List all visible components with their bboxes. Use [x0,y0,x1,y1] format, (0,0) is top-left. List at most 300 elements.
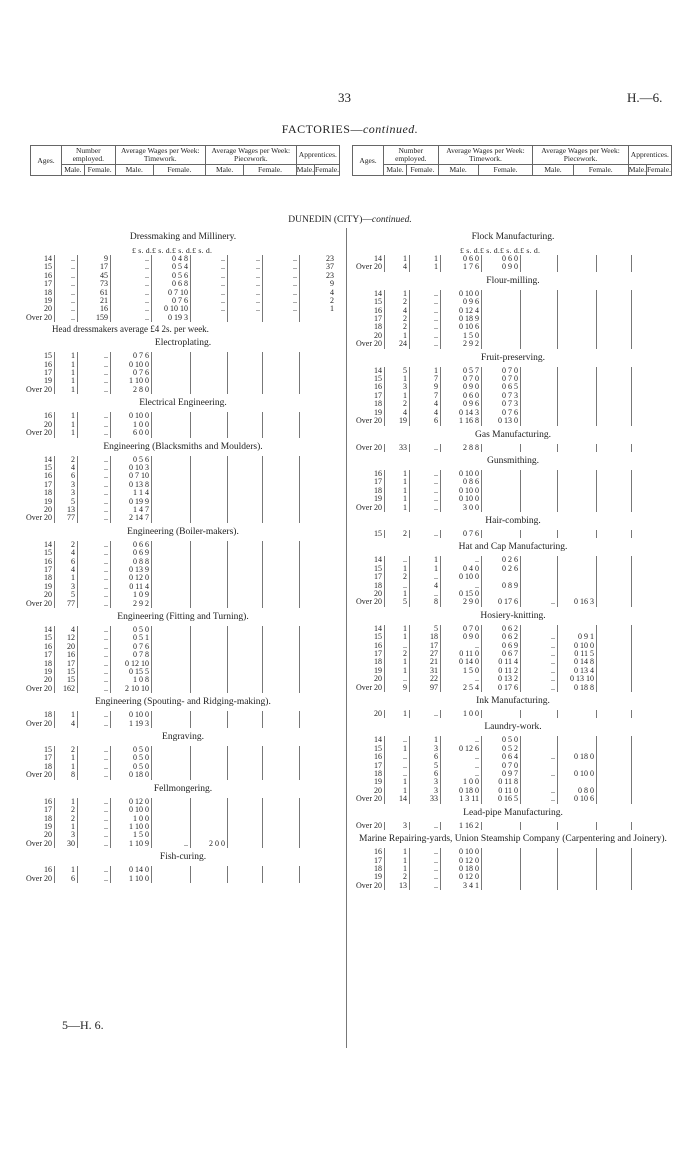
table-cell [521,263,558,271]
table-cell [597,590,632,598]
table-cell: 1 [385,565,410,573]
table-cell: 5 [55,498,78,506]
table-cell [597,383,632,391]
table-cell [558,315,597,323]
table-cell: 9 [410,383,441,391]
table-cell [482,307,521,315]
table-cell: .. [78,456,111,464]
table-cell [521,332,558,340]
data-table [22,711,336,728]
table-cell: .. [78,866,111,874]
subtitle-continued: continued. [371,215,412,225]
table-cell: 0 12 0 [111,798,152,806]
table-cell [558,478,597,486]
table-cell [558,298,597,306]
table-cell [300,866,337,874]
table-cell: 3 [410,778,441,786]
table-cell: 1 4 7 [111,506,152,514]
table-cell: 77 [55,514,78,522]
table-cell: 0 13 0 [482,417,521,425]
subtitle-main: DUNEDIN (CITY)— [288,215,372,225]
table-cell: .. [410,530,441,538]
table-cell [300,798,337,806]
table-cell [152,464,191,472]
male-header: Male. [205,165,243,176]
table-cell [228,634,263,642]
table-cell [191,823,228,831]
table-row [22,754,336,762]
table-cell: 15 [55,668,78,676]
table-cell [300,574,337,582]
table-cell: .. [410,865,441,873]
table-cell [558,565,597,573]
table-cell: Over 20 [26,312,52,322]
table-cell [632,444,669,452]
table-cell [558,848,597,856]
table-cell: 17 [374,572,382,582]
table-cell: 1 16 8 [441,417,482,425]
table-cell [632,650,669,658]
table-cell: 17 [410,642,441,650]
table-cell: 0 5 0 [111,763,152,771]
table-cell: 5 [410,762,441,770]
table-cell: 20 [44,304,52,314]
table-cell: 0 19 9 [111,498,152,506]
table-cell [300,464,337,472]
table-cell [191,472,228,480]
table-cell [263,798,300,806]
table-cell [558,495,597,503]
table-cell: .. [78,377,111,385]
table-cell [191,600,228,608]
table-cell [558,255,597,263]
table-cell: 13 [385,882,410,890]
table-cell [300,412,337,420]
table-cell [152,754,191,762]
table-cell [152,746,191,754]
table-cell: 1 [410,255,441,263]
table-cell [263,464,300,472]
table-row [22,386,336,394]
table-cell: 0 10 0 [441,290,482,298]
table-cell [632,565,669,573]
table-cell: 17 [44,479,52,489]
female-header: Female. [153,165,205,176]
table-cell [632,822,669,830]
table-cell: 19 [44,496,52,506]
table-cell: .. [228,297,263,305]
table-cell: Over 20 [356,597,382,607]
section-heading: Gas Manufacturing. [475,429,551,440]
table-cell: 0 7 0 [441,375,482,383]
table-cell [152,498,191,506]
table-cell: .. [385,762,410,770]
data-table [22,456,336,523]
section-fellmongering [22,784,344,848]
table-cell: 73 [78,280,111,288]
table-cell: .. [441,642,482,650]
table-cell [300,840,337,848]
table-cell: 2 [55,746,78,754]
table-cell [263,754,300,762]
table-cell [521,822,558,830]
table-cell: .. [410,444,441,452]
table-cell: .. [78,464,111,472]
table-cell [632,487,669,495]
data-table [350,822,668,830]
table-cell: 2 [55,456,78,464]
table-cell: .. [55,255,78,263]
table-row [22,806,336,814]
table-cell: 3 4 1 [441,882,482,890]
table-cell [632,848,669,856]
table-cell: 162 [55,685,78,693]
table-cell [228,472,263,480]
table-cell [152,514,191,522]
table-cell: 0 6 5 [482,383,521,391]
section-engraving [22,732,344,780]
table-cell: 1 10 9 [111,840,152,848]
table-cell: 3 [410,787,441,795]
table-cell: 4 [385,307,410,315]
table-cell [191,514,228,522]
table-cell: 15 [374,297,382,307]
table-cell: .. [441,582,482,590]
table-cell [228,361,263,369]
table-cell [152,798,191,806]
table-row [22,583,336,591]
table-cell: 0 7 6 [111,369,152,377]
table-row [22,464,336,472]
table-cell: 1 [55,421,78,429]
table-cell: 1 19 3 [111,720,152,728]
table-cell: 0 8 9 [482,582,521,590]
table-cell: 1 0 0 [111,815,152,823]
table-cell: 0 18 9 [441,315,482,323]
female-header: Female. [244,165,296,176]
table-cell [632,315,669,323]
table-cell: 1 0 9 [111,591,152,599]
table-cell [597,290,632,298]
table-cell: .. [78,840,111,848]
table-row [22,746,336,754]
table-cell: 0 5 6 [111,456,152,464]
table-cell: 0 7 8 [111,651,152,659]
table-cell: 2 [55,806,78,814]
table-cell [228,720,263,728]
table-cell: .. [78,558,111,566]
table-cell [263,771,300,779]
table-cell: 19 [385,417,410,425]
table-cell: .. [385,736,410,744]
column-divider [346,228,347,1048]
table-cell [191,558,228,566]
table-cell [597,787,632,795]
table-cell: 2 14 7 [111,514,152,522]
table-cell [521,444,558,452]
section-hosiery-knitting [350,611,676,692]
table-cell [300,660,337,668]
table-cell [597,315,632,323]
female-header: Female. [315,165,339,174]
table-cell [263,746,300,754]
table-cell [597,392,632,400]
section-engineering-fitting-and-turning [22,612,344,693]
section-gunsmithing [350,456,676,512]
table-row [22,514,336,522]
table-cell [521,857,558,865]
table-cell: 18 [44,761,52,771]
table-cell: 9 [78,255,111,263]
table-cell: 2 [385,873,410,881]
table-cell [632,590,669,598]
table-cell: 0 10 0 [441,470,482,478]
data-table [22,541,336,608]
table-cell [597,323,632,331]
table-cell: 17 [44,805,52,815]
table-cell [191,754,228,762]
table-cell: 1 [55,377,78,385]
table-cell: 18 [374,399,382,409]
left-column [22,228,344,883]
table-cell [300,377,337,385]
table-cell [263,634,300,642]
table-cell [632,625,669,633]
table-cell: .. [78,643,111,651]
table-cell [300,489,337,497]
table-cell [482,290,521,298]
section-electrical-engineering [22,398,344,437]
table-cell [228,456,263,464]
table-row [350,882,668,890]
table-cell: .. [78,823,111,831]
table-cell [263,668,300,676]
table-cell [228,514,263,522]
table-cell: 14 [44,454,52,464]
table-row [350,504,668,512]
table-cell [300,823,337,831]
table-cell: Over 20 [356,880,382,890]
timework-header: Average Wages per Week: Timework. [438,146,533,165]
table-cell [521,290,558,298]
table-cell: 3 0 0 [441,504,482,512]
table-cell: Over 20 [26,513,52,523]
table-cell: Over 20 [26,718,52,728]
table-cell: .. [410,710,441,718]
table-cell: .. [78,361,111,369]
table-cell: 0 17 6 [482,598,521,606]
table-cell [597,582,632,590]
table-cell [482,822,521,830]
table-cell: .. [521,667,558,675]
table-cell: 3 [385,383,410,391]
table-cell [300,711,337,719]
table-cell [191,866,228,874]
table-cell: .. [55,263,78,271]
table-cell [228,711,263,719]
table-cell [558,470,597,478]
table-cell: 15 [55,676,78,684]
table-cell: 18 [44,573,52,583]
table-cell: 3 [55,831,78,839]
table-cell: 6 [55,875,78,883]
table-cell [191,815,228,823]
table-cell [152,429,191,437]
table-row [22,711,336,719]
table-cell [521,530,558,538]
table-cell [482,530,521,538]
table-cell: 0 17 6 [482,684,521,692]
table-cell [228,866,263,874]
table-row [350,323,668,331]
table-cell: 0 11 8 [482,778,521,786]
section-heading: Fellmongering. [153,783,213,794]
table-cell [521,383,558,391]
female-header: Female. [84,165,115,176]
table-cell: 0 5 2 [482,745,521,753]
table-cell [558,822,597,830]
section-electroplating [22,338,344,394]
table-cell [263,676,300,684]
table-cell: 0 11 4 [482,658,521,666]
table-cell: .. [521,684,558,692]
table-cell [228,314,263,322]
table-cell [558,340,597,348]
table-cell [300,498,337,506]
table-cell [558,323,597,331]
table-cell [191,498,228,506]
table-cell [228,815,263,823]
table-cell: .. [410,470,441,478]
table-cell: Over 20 [356,262,382,272]
table-row [350,822,668,830]
table-cell: .. [152,840,191,848]
table-cell [191,566,228,574]
table-cell: 14 [374,623,382,633]
section-heading: Engineering (Boiler-makers). [127,526,239,537]
table-cell [228,591,263,599]
table-cell [597,822,632,830]
table-cell: 3 [385,822,410,830]
table-cell [521,315,558,323]
table-cell: 0 5 1 [111,634,152,642]
table-cell: .. [78,711,111,719]
currency-header: £ s. d.£ s. d.£ s. d.£ s. d. [460,246,541,255]
table-cell: .. [385,770,410,778]
male-header: Male. [62,165,85,176]
table-cell: 18 [374,322,382,332]
piecework-header: Average Wages per Week: Piecework. [533,146,628,165]
table-cell: 0 8 8 [111,558,152,566]
table-cell [263,591,300,599]
table-cell: 61 [78,289,111,297]
table-cell: .. [263,297,300,305]
section-heading: Engineering (Spouting- and Ridging-making). [95,697,271,708]
table-row [22,541,336,549]
table-cell [597,778,632,786]
table-cell: 16 [44,270,52,280]
table-cell [300,566,337,574]
table-cell: 1 10 0 [111,823,152,831]
table-cell [632,504,669,512]
table-cell [152,472,191,480]
table-cell: .. [410,848,441,856]
table-cell [632,323,669,331]
table-cell [597,710,632,718]
number-employed-header: Number employed. [384,146,439,165]
table-cell: Over 20 [356,820,382,830]
table-cell: .. [410,873,441,881]
table-cell: 20 [44,504,52,514]
table-cell: 0 7 3 [482,400,521,408]
table-cell [632,375,669,383]
table-cell: 0 7 10 [152,289,191,297]
table-cell: 16 [44,865,52,875]
table-cell [632,495,669,503]
table-cell [263,481,300,489]
ages-header: Ages. [353,146,384,176]
table-row [22,377,336,385]
table-cell [228,386,263,394]
table-cell [521,882,558,890]
table-cell: .. [111,314,152,322]
table-cell: 0 10 0 [441,495,482,503]
table-cell: .. [385,582,410,590]
table-cell [152,566,191,574]
table-cell: 14 [44,254,52,263]
table-cell: 17 [44,368,52,378]
table-cell [263,369,300,377]
table-cell: 2 [385,650,410,658]
table-cell: .. [385,642,410,650]
table-cell [300,591,337,599]
table-cell [263,720,300,728]
table-cell [521,873,558,881]
section-engineering-blacksmiths-and-moulders [22,442,344,523]
table-cell [228,377,263,385]
table-cell: 2 [385,298,410,306]
table-cell: 14 [374,735,382,745]
table-cell [300,600,337,608]
table-cell: Over 20 [356,682,382,692]
table-row [350,530,668,538]
table-cell: .. [78,676,111,684]
table-cell: .. [263,280,300,288]
table-cell [191,806,228,814]
table-cell [263,651,300,659]
table-cell: 0 13 8 [111,481,152,489]
table-cell [632,255,669,263]
table-cell [300,643,337,651]
column-header-left [30,145,340,176]
table-cell: 0 9 0 [482,263,521,271]
table-cell: 2 10 10 [111,685,152,693]
section-laundry-work [350,722,676,803]
table-cell [191,583,228,591]
table-cell: .. [78,352,111,360]
table-cell [300,369,337,377]
table-cell: Over 20 [356,502,382,512]
table-cell [228,626,263,634]
table-row [350,298,668,306]
table-cell: 0 10 0 [441,487,482,495]
male-header: Male. [115,165,153,176]
table-cell [300,386,337,394]
table-cell [632,263,669,271]
table-row [22,558,336,566]
table-cell [597,882,632,890]
table-cell [191,506,228,514]
